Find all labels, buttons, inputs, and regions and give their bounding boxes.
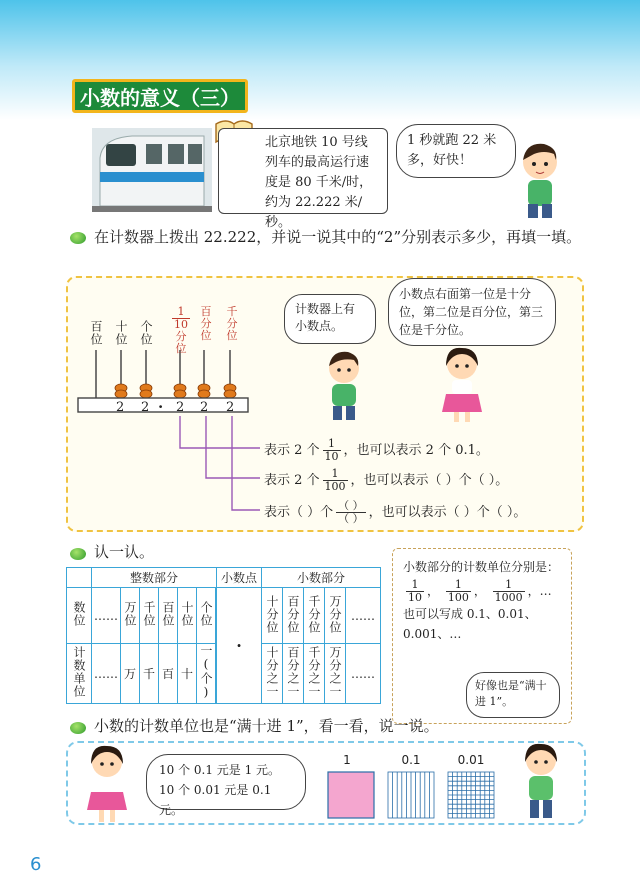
ellipsis-right: …… bbox=[346, 588, 381, 644]
position-cell: 万分位 bbox=[328, 594, 342, 634]
side-note-also: 也可以写成 0.1、0.01、0.001、… bbox=[403, 607, 537, 641]
abacus-label-hundredths: 百 分 位 bbox=[200, 305, 212, 342]
place-value-table bbox=[66, 567, 381, 704]
position-cell: 个位 bbox=[199, 601, 213, 627]
position-cell: 万位 bbox=[123, 601, 137, 627]
section2-bullet-icon bbox=[70, 548, 86, 560]
abacus-label-tens: 十位 bbox=[114, 320, 128, 346]
abacus-digit: 2 bbox=[116, 400, 125, 415]
section3-bullet-icon bbox=[70, 722, 86, 734]
header-integer-part: 整数部分 bbox=[92, 568, 217, 588]
section1-instruction: 在计数器上拨出 22.222，并说一说其中的“2”分别表示多少，再填一填。 bbox=[94, 228, 582, 246]
unit-cell: 一(个) bbox=[199, 644, 213, 700]
header-decimal-point: 小数点 bbox=[217, 568, 262, 588]
unit-cell: 万分之一 bbox=[328, 646, 342, 698]
ellipsis-left: …… bbox=[92, 588, 121, 644]
abacus-label-ones: 个位 bbox=[139, 320, 153, 346]
unit-cell: 百分之一 bbox=[286, 646, 300, 698]
decimal-point-cell: · bbox=[217, 588, 262, 704]
abacus-label-thousandths: 千 分 位 bbox=[226, 305, 238, 342]
position-cell: 十分位 bbox=[265, 594, 279, 634]
ellipsis-left: …… bbox=[92, 644, 121, 704]
square-label-tenth: 0.1 bbox=[401, 753, 421, 767]
lesson-title: 小数的意义（三） bbox=[72, 79, 248, 113]
abacus-label-tenths: 1 10 分 位 bbox=[174, 305, 188, 355]
girl-figure-money bbox=[82, 744, 132, 824]
girl-figure-abacus bbox=[436, 346, 488, 424]
ellipsis-right: …… bbox=[346, 644, 381, 704]
position-cell: 千位 bbox=[142, 601, 156, 627]
book-note bbox=[218, 128, 388, 230]
meaning-row-3: 表示（ ）个 $\frac{( )}{( )}$ ，也可以表示（ ）个（ ）。 bbox=[264, 499, 527, 525]
square-label-hundredth: 0.01 bbox=[457, 753, 485, 767]
section1-bullet-icon bbox=[70, 232, 86, 244]
girl-figure-squares bbox=[516, 742, 566, 822]
row-label-position: 数位 bbox=[72, 601, 86, 627]
unit-cell: 百 bbox=[159, 644, 178, 704]
page-number: 6 bbox=[30, 854, 42, 875]
position-cell: 百分位 bbox=[286, 594, 300, 634]
boy-speech-bubble: 1 秒就跑 22 米多，好快！ bbox=[396, 124, 516, 178]
digit-connector-lines bbox=[170, 412, 270, 522]
side-note-bubble: 好像也是“满十进 1”。 bbox=[466, 672, 560, 718]
square-label-one: 1 bbox=[343, 753, 351, 767]
position-cell: 十位 bbox=[180, 601, 194, 627]
unit-cell: 十 bbox=[178, 644, 197, 704]
header-decimal-part: 小数部分 bbox=[262, 568, 381, 588]
abacus-digit: 2 bbox=[176, 400, 185, 415]
abacus-label-hundreds: 百位 bbox=[89, 320, 103, 346]
abacus-digit: 2 bbox=[200, 400, 209, 415]
side-note-fractions: $\frac{1}{10}$ ， $\frac{1}{100}$ ， $\frac{1}{1000}$ ，… bbox=[408, 578, 552, 604]
unit-cell: 万 bbox=[121, 644, 140, 704]
boy-figure bbox=[514, 140, 564, 220]
decimal-squares bbox=[326, 770, 506, 824]
row-label-unit: 计数单位 bbox=[72, 646, 86, 698]
position-cell: 百位 bbox=[161, 601, 175, 627]
section2-heading: 认一认。 bbox=[94, 543, 155, 561]
section3-instruction: 小数的计数单位也是“满十进 1”，看一看，说一说。 bbox=[94, 717, 439, 735]
unit-cell: 千分之一 bbox=[307, 646, 321, 698]
abacus-digit: 2 bbox=[141, 400, 150, 415]
meaning-row-1: 表示 2 个 $\frac{1}{10}$ ，也可以表示 2 个 0.1。 bbox=[264, 437, 489, 463]
abacus-digit: 2 bbox=[226, 400, 235, 415]
boy-figure-abacus bbox=[318, 350, 370, 422]
abacus-decimal-point: · bbox=[158, 398, 164, 416]
money-bubble: 10 个 0.1 元是 1 元。 10 个 0.01 元是 0.1 元。 bbox=[146, 754, 306, 810]
subway-train-image bbox=[92, 128, 212, 212]
meaning-row-2: 表示 2 个 $\frac{1}{100}$ ，也可以表示（ ）个（ ）。 bbox=[264, 467, 509, 493]
book-note-text: 北京地铁 10 号线列车的最高运行速度是 80 千米/时，约为 22.222 米/秒。 bbox=[265, 135, 373, 230]
girl-bubble-places: 小数点右面第一位是十分位，第二位是百分位，第三位是千分位。 bbox=[388, 278, 556, 346]
side-note-title: 小数部分的计数单位分别是： bbox=[403, 560, 560, 574]
unit-cell: 千 bbox=[140, 644, 159, 704]
position-cell: 千分位 bbox=[307, 594, 321, 634]
boy-bubble-abacus: 计数器上有小数点。 bbox=[284, 294, 376, 344]
unit-cell: 十分之一 bbox=[265, 646, 279, 698]
